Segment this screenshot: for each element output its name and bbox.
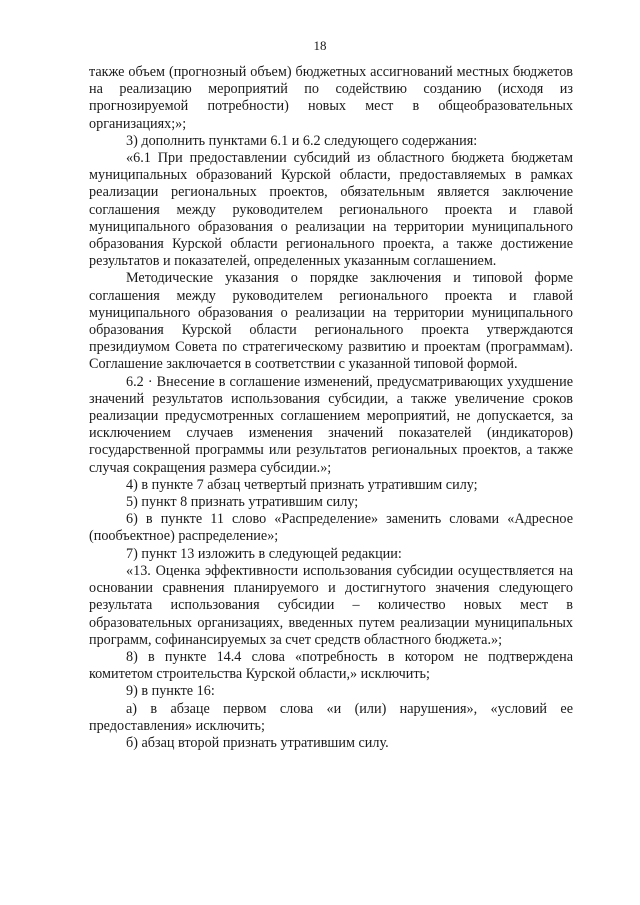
paragraph-13: «13. Оценка эффективности использования субсидии осуществляется на основании сравнения планируемого и достигнутого значения следующего результата использования субсидии – количество новых мест в образовательных организациях, введенных путем реализации муниципальных программ, софинансируемых за счет средств областного бюджета.»; (89, 562, 573, 648)
paragraph-item-3: 3) дополнить пунктами 6.1 и 6.2 следующего содержания: (126, 132, 478, 149)
paragraph-item-8: 8) в пункте 14.4 слова «потребность в котором не подтверждена комитетом строительства Курской области,» исключить; (89, 648, 573, 683)
paragraph-item-4: 4) в пункте 7 абзац четвертый признать утратившим силу; (126, 476, 478, 493)
page-number: 18 (313, 38, 327, 53)
paragraph-item-5: 5) пункт 8 признать утратившим силу; (126, 494, 359, 511)
paragraph-methodical-guidelines: Методические указания о порядке заключения и типовой форме соглашения между руководителем регионального проекта и главой муниципального образования о реализации на территории муниципального образования Курской области регионального проекта утверждаются президиумом Совета по стратегическому развитию и проектам (программам). Соглашение заключается в соответствии с указанной типовой формой. (89, 270, 573, 373)
paragraph-item-9: 9) в пункте 16: (126, 683, 215, 700)
paragraph-subitem-a: а) в абзаце первом слова «и (или) нарушения», «условий ее предоставления» исключить; (89, 700, 573, 734)
paragraph-item-6: 6) в пункте 11 слово «Распределение» заменить словами «Адресное (пообъектное) распределение»; (89, 511, 573, 545)
paragraph-subitem-b: б) абзац второй признать утратившим силу. (126, 734, 389, 751)
paragraph-continuation: также объем (прогнозный объем) бюджетных ассигнований местных бюджетов на реализацию мероприятий по содействию созданию (исходя из прогнозируемой потребности) новых мест в общеобразовательных организациях;»; (89, 64, 573, 132)
paragraph-item-7: 7) пункт 13 изложить в следующей редакции: (126, 545, 402, 562)
paragraph-6-1: «6.1 При предоставлении субсидий из областного бюджета бюджетам муниципальных образований Курской области, предоставляемых в рамках реализации региональных проектов, обязательным является заключение соглашения между руководителем регионального проекта и главой муниципального образования о реализации на территории муниципального образования Курской области регионального проекта, а также достижение результатов и показателей, определенных указанным соглашением. (89, 150, 573, 270)
paragraph-6-2: 6.2 · Внесение в соглашение изменений, предусматривающих ухудшение значений результатов использования субсидии, а также увеличение сроков реализации предусмотренных соглашением мероприятий, не допускается, за исключением случаев изменения значений показателей (индикаторов) государственной программы или результатов региональных проектов, а также случая сокращения размера субсидии.»; (89, 373, 573, 476)
document-body (89, 64, 573, 752)
